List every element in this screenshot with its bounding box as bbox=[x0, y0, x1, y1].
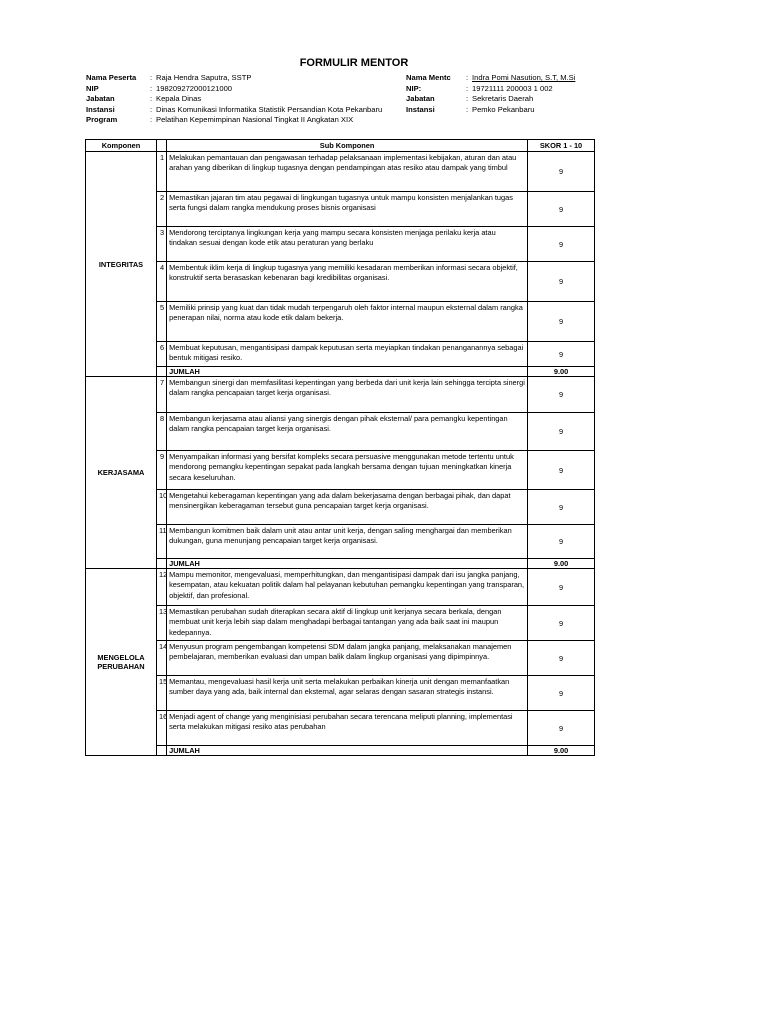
item-number: 11 bbox=[156, 525, 166, 559]
jumlah-label: JUMLAH bbox=[167, 367, 528, 377]
table-row bbox=[86, 641, 595, 676]
item-number: 4 bbox=[156, 262, 166, 302]
item-number: 2 bbox=[156, 192, 166, 227]
item-number: 12 bbox=[156, 569, 166, 606]
table-header-row bbox=[86, 140, 595, 152]
assessment-table bbox=[85, 139, 595, 756]
value-instansi-peserta: Dinas Komunikasi Informatika Statistik Persandian Kota Pekanbaru bbox=[156, 104, 383, 114]
item-number: 13 bbox=[156, 606, 166, 641]
table-row bbox=[86, 525, 595, 559]
jumlah-row bbox=[86, 746, 595, 756]
sub-komponen-text: Memantau, mengevaluasi hasil kerja unit serta melakukan perbaikan kinerja unit dengan memanfaatkan sumber daya yang ada, baik internal dan eksternal, agar selaras dengan sasaran strategis instansi. bbox=[167, 676, 528, 711]
score-cell: 9 bbox=[528, 262, 595, 302]
table-row bbox=[86, 606, 595, 641]
score-cell: 9 bbox=[528, 152, 595, 192]
table-body bbox=[86, 152, 595, 756]
header-sub-komponen: Sub Komponen bbox=[167, 140, 528, 152]
value-nip-mentor: 19721111 200003 1 002 bbox=[472, 83, 553, 93]
item-number: 14 bbox=[156, 641, 166, 676]
jumlah-score: 9.00 bbox=[528, 559, 595, 569]
table-row bbox=[86, 451, 595, 490]
value-jabatan-mentor: Sekretaris Daerah bbox=[472, 94, 534, 103]
table-row bbox=[86, 490, 595, 525]
score-cell: 9 bbox=[528, 569, 595, 606]
jumlah-label: JUMLAH bbox=[167, 746, 528, 756]
sub-komponen-text: Memastikan jajaran tim atau pegawai di lingkungan tugasnya untuk mampu konsisten menjalankan tugas serta fungsi dalam rangka mendukung proses bisnis organisasi bbox=[167, 192, 528, 227]
table-row bbox=[86, 262, 595, 302]
komponen-cell: MENGELOLA PERUBAHAN bbox=[86, 569, 157, 756]
sub-komponen-text: Membangun kerjasama atau aliansi yang sinergis dengan pihak eksternal/ para pemangku kepentingan dalam rangka pencapaian target kerja organisasi. bbox=[167, 413, 528, 451]
komponen-cell: KERJASAMA bbox=[86, 377, 157, 569]
score-cell: 9 bbox=[528, 641, 595, 676]
table-row bbox=[86, 152, 595, 192]
label-instansi-mentor: Instansi bbox=[406, 104, 435, 114]
item-number: 5 bbox=[156, 302, 166, 342]
sub-komponen-text: Melakukan pemantauan dan pengawasan terhadap pelaksanaan implementasi kebijakan, aturan dan atau arahan yang diberikan di lingkup tugasnya dengan pendampingan atas resiko atau dampak yang timbul bbox=[167, 152, 528, 192]
value-program: Pelatihan Kepemimpinan Nasional Tingkat II Angkatan XIX bbox=[156, 115, 354, 124]
form-title: FORMULIR MENTOR bbox=[299, 57, 409, 69]
sub-komponen-text: Mendorong terciptanya lingkungan kerja yang mampu secara konsisten menjaga perilaku kerja atau tindakan sesuai dengan kode etik atau peraturan yang berlaku bbox=[167, 227, 528, 262]
label-nama-peserta: Nama Peserta bbox=[86, 73, 137, 82]
score-cell: 9 bbox=[528, 525, 595, 559]
item-number: 3 bbox=[156, 227, 166, 262]
table-row bbox=[86, 342, 595, 367]
score-cell: 9 bbox=[528, 676, 595, 711]
table-row bbox=[86, 377, 595, 413]
header-skor: SKOR 1 - 10 bbox=[528, 140, 595, 152]
score-cell: 9 bbox=[528, 711, 595, 746]
label-nama-mentor: Nama Mentc bbox=[406, 73, 451, 82]
score-cell: 9 bbox=[528, 192, 595, 227]
label-nip-peserta: NIP bbox=[86, 83, 99, 93]
item-number: 15 bbox=[156, 676, 166, 711]
komponen-cell: INTEGRITAS bbox=[86, 152, 157, 377]
jumlah-score: 9.00 bbox=[528, 367, 595, 377]
value-nama-peserta: Raja Hendra Saputra, SSTP bbox=[156, 73, 252, 82]
table-row bbox=[86, 413, 595, 451]
sub-komponen-text: Membangun sinergi dan memfasilitasi kepentingan yang berbeda dari unit kerja lain sehingga tercipta sinergi dalam rangka pencapaian target kerja organisasi. bbox=[167, 377, 528, 413]
table-row bbox=[86, 302, 595, 342]
sub-komponen-text: Membangun komitmen baik dalam unit atau antar unit kerja, dengan saling menghargai dan memberikan dukungan, guna menunjang pencapaian target kerja organisasi. bbox=[167, 525, 528, 559]
sub-komponen-text: Menjadi agent of change yang menginisiasi perubahan secara terencana meliputi planning, implementasi serta melakukan mitigasi resiko atas perubahan bbox=[167, 711, 528, 746]
value-nama-mentor: Indra Pomi Nasution, S.T, M.Si bbox=[472, 73, 576, 82]
mentor-info: Nama Mentc : Indra Pomi Nasution, S.T, M.Si NIP: : 19721111 200003 1 002 Jabatan : Sekretaris Daerah Instansi : Pemko Pekanbaru bbox=[406, 73, 622, 115]
value-instansi-mentor: Pemko Pekanbaru bbox=[472, 104, 535, 114]
sub-komponen-text: Menyusun program pengembangan kompetensi SDM dalam jangka panjang, melaksanakan manajemen pembelajaran, memberikan evaluasi dan umpan balik dalam lingkup organisasi yang dipimpinnya. bbox=[167, 641, 528, 676]
score-cell: 9 bbox=[528, 606, 595, 641]
sub-komponen-text: Membuat keputusan, mengantisipasi dampak keputusan serta meyiapkan tindakan penanganannya sebagai bentuk mitigasi resiko. bbox=[167, 342, 528, 367]
table-row bbox=[86, 569, 595, 606]
jumlah-score: 9.00 bbox=[528, 746, 595, 756]
sub-komponen-text: Membentuk iklim kerja di lingkup tugasnya yang memiliki kesadaran memberikan informasi secara objektif, konstruktif serta berasaskan kebenaran bagi kredibilitas organisasi. bbox=[167, 262, 528, 302]
item-number: 6 bbox=[156, 342, 166, 367]
score-cell: 9 bbox=[528, 377, 595, 413]
label-jabatan-peserta: Jabatan bbox=[86, 94, 115, 103]
label-instansi-peserta: Instansi bbox=[86, 104, 115, 114]
score-cell: 9 bbox=[528, 302, 595, 342]
table-row bbox=[86, 711, 595, 746]
item-number: 7 bbox=[156, 377, 166, 413]
sub-komponen-text: Menyampaikan informasi yang bersifat kompleks secara persuasive menggunakan metode tertentu untuk mendorong pemangku kepentingan sepakat pada langkah bersama dengan tujuan meningkatkan kinerja secara keseluruhan. bbox=[167, 451, 528, 490]
label-nip-mentor: NIP: bbox=[406, 83, 422, 93]
item-number: 9 bbox=[156, 451, 166, 490]
participant-info: Nama Peserta : Raja Hendra Saputra, SSTP NIP : 198209272000121000 Jabatan : Kepala Dinas Instansi : Dinas Komunikasi Informatika Statistik Persandian Kota Pekanbaru Program : Pelatihan Kepemimpinan Nasional Tingkat II Angkatan XIX bbox=[86, 73, 396, 126]
jumlah-label: JUMLAH bbox=[167, 559, 528, 569]
score-cell: 9 bbox=[528, 451, 595, 490]
item-number: 10 bbox=[156, 490, 166, 525]
label-program: Program bbox=[86, 115, 118, 124]
table-row bbox=[86, 192, 595, 227]
sub-komponen-text: Memiliki prinsip yang kuat dan tidak mudah terpengaruh oleh faktor internal maupun eksternal dalam rangka penerapan nilai, norma atau kode etik dalam bekerja. bbox=[167, 302, 528, 342]
sub-komponen-text: Memastikan perubahan sudah diterapkan secara aktif di lingkup unit kerjanya secara berkala, dengan membuat unit kerja lebih siap dalam menghadapi berbagai tantangan yang ada baik saat ini maupun kedepannya. bbox=[167, 606, 528, 641]
label-jabatan-mentor: Jabatan bbox=[406, 94, 435, 103]
table-row bbox=[86, 227, 595, 262]
jumlah-row bbox=[86, 559, 595, 569]
score-cell: 9 bbox=[528, 227, 595, 262]
score-cell: 9 bbox=[528, 413, 595, 451]
table-row bbox=[86, 676, 595, 711]
value-nip-peserta: 198209272000121000 bbox=[156, 83, 233, 93]
item-number: 8 bbox=[156, 413, 166, 451]
sub-komponen-text: Mengetahui keberagaman kepentingan yang ada dalam bekerjasama dengan berbagai pihak, dan dapat mensinergikan keberagaman tersebut guna pencapaian target kerja organisasi. bbox=[167, 490, 528, 525]
item-number: 1 bbox=[156, 152, 166, 192]
item-number: 16 bbox=[156, 711, 166, 746]
score-cell: 9 bbox=[528, 490, 595, 525]
header-komponen: Komponen bbox=[86, 140, 157, 152]
score-cell: 9 bbox=[528, 342, 595, 367]
value-jabatan-peserta: Kepala Dinas bbox=[156, 94, 202, 103]
jumlah-row bbox=[86, 367, 595, 377]
sub-komponen-text: Mampu memonitor, mengevaluasi, memperhitungkan, dan mengantisipasi dampak dari isu jangka panjang, kesempatan, atau kekuatan politik dalam hal pelayanan kebutuhan pemangku kepentingan yang transparan, objektif, dan profesional. bbox=[167, 569, 528, 606]
